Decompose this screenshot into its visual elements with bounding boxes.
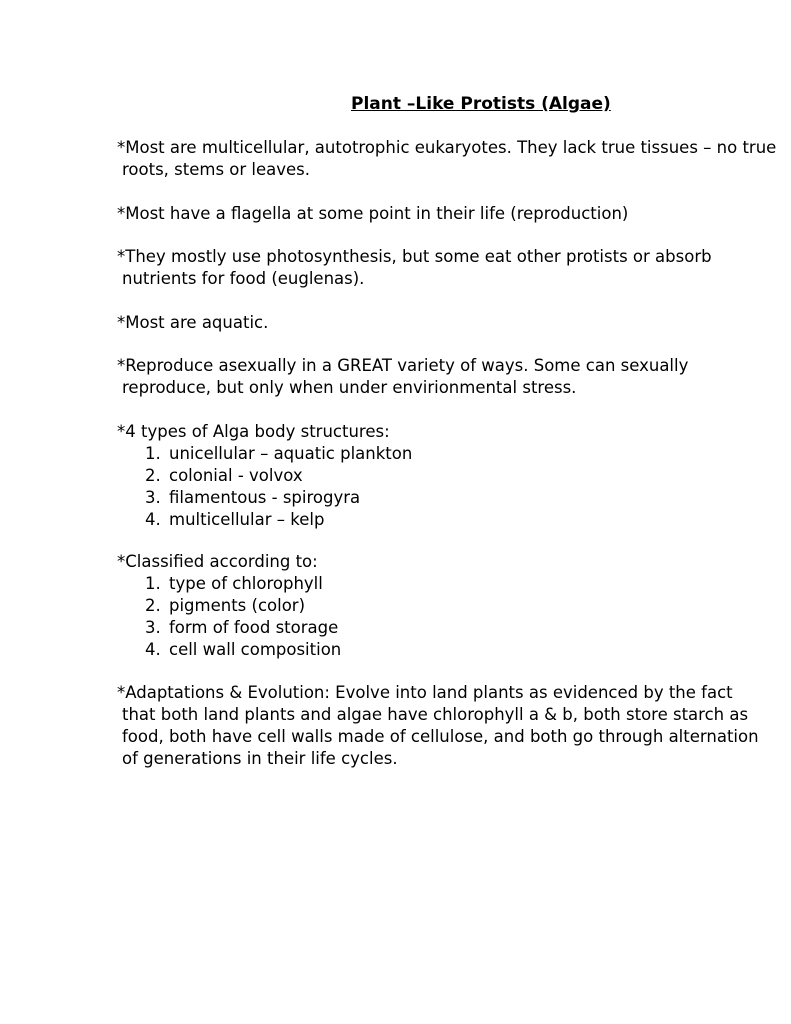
list-item: 4. cell wall composition bbox=[166, 639, 777, 661]
list-item: 1. unicellular – aquatic plankton bbox=[166, 443, 777, 465]
list-item: 3. filamentous - spirogyra bbox=[166, 487, 777, 509]
adaptations-section bbox=[117, 682, 762, 770]
list-item: 3. form of food storage bbox=[166, 617, 777, 639]
classification-section bbox=[117, 551, 777, 661]
list-item: 1. type of chlorophyll bbox=[166, 573, 777, 595]
body-structures-list bbox=[117, 443, 777, 531]
page-title: Plant –Like Protists (Algae) bbox=[351, 94, 611, 114]
paragraph-text: *Reproduce asexually in a GREAT variety of ways. Some can sexually reproduce, but only when under envirionmental stress. bbox=[117, 356, 689, 397]
list-item: 4. multicellular – kelp bbox=[166, 509, 777, 531]
paragraph-text: *They mostly use photosynthesis, but some eat other protists or absorb nutrients for food (euglenas). bbox=[117, 247, 712, 288]
paragraph-multicellular bbox=[117, 137, 777, 181]
paragraph-flagella bbox=[117, 203, 777, 225]
section-heading: *Classified according to: bbox=[117, 552, 318, 571]
body-structures-section bbox=[117, 421, 777, 531]
paragraph-text: *Most are multicellular, autotrophic eukaryotes. They lack true tissues – no true roots, stems or leaves. bbox=[117, 138, 777, 179]
paragraph-text: *Most have a flagella at some point in their life (reproduction) bbox=[117, 204, 629, 223]
list-item: 2. pigments (color) bbox=[166, 595, 777, 617]
paragraph-reproduction bbox=[117, 355, 777, 399]
paragraph-aquatic bbox=[117, 312, 777, 334]
paragraph-text: *Adaptations & Evolution: Evolve into land plants as evidenced by the fact that both land plants and algae have chlorophyll a & b, both store starch as food, both have cell walls made of cellulose, and both go through alternation of generations in their life cycles. bbox=[117, 683, 759, 768]
paragraph-photosynthesis bbox=[117, 246, 777, 290]
section-heading: *4 types of Alga body structures: bbox=[117, 422, 390, 441]
paragraph-text: *Most are aquatic. bbox=[117, 313, 269, 332]
classification-list bbox=[117, 573, 777, 661]
list-item: 2. colonial - volvox bbox=[166, 465, 777, 487]
